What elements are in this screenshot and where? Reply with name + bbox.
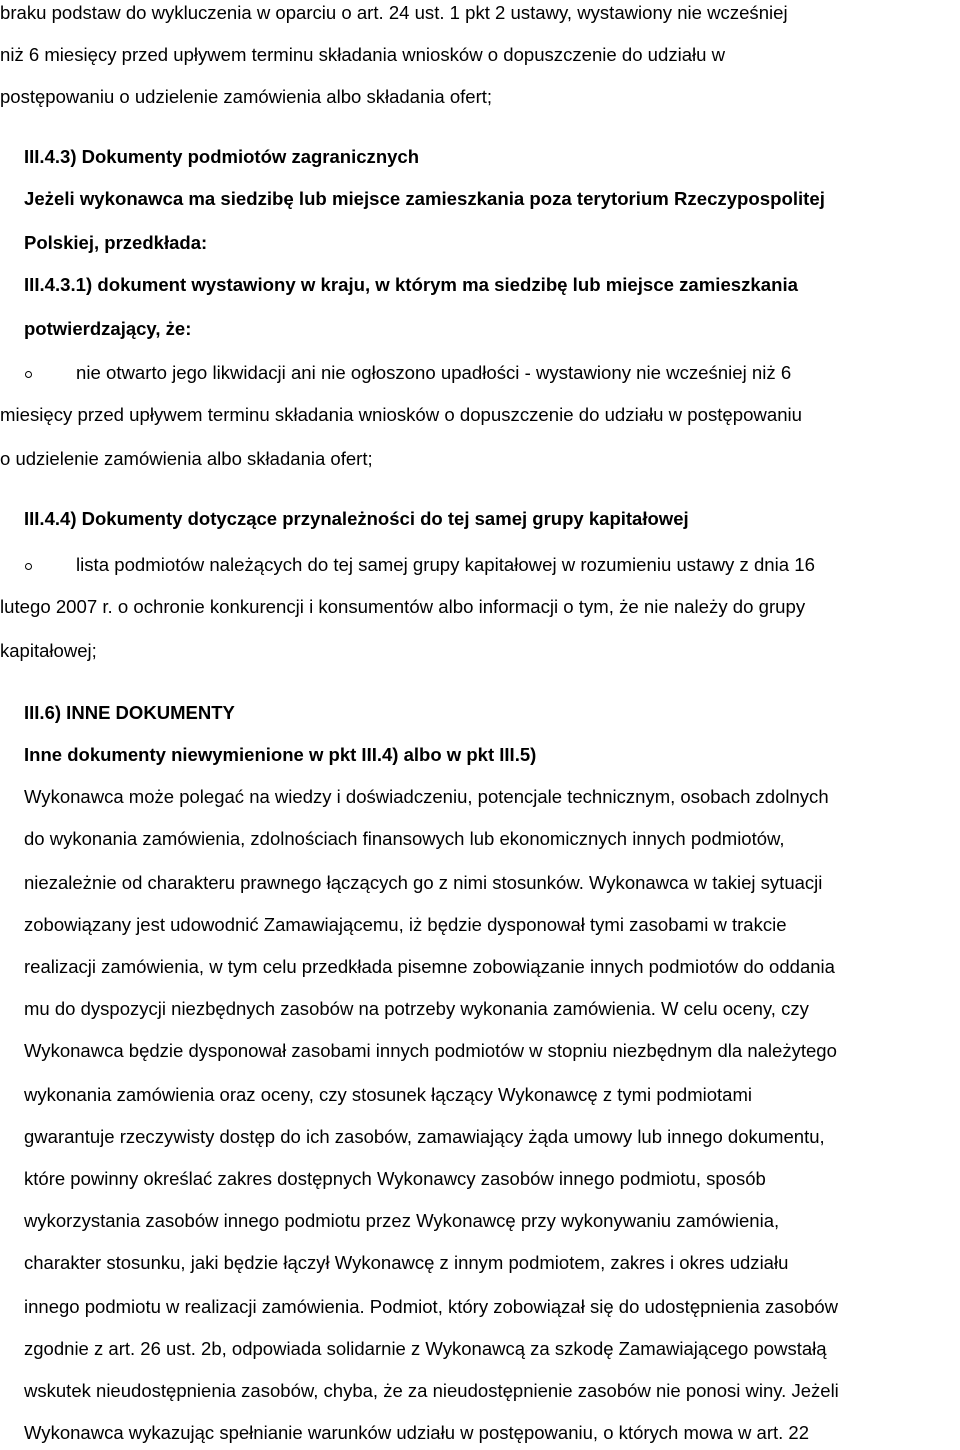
paragraph-line: III.4.3.1) dokument wystawiony w kraju, w którym ma siedzibę lub miejsce zamieszkania <box>24 274 798 295</box>
list-item-continuation: kapitałowej; <box>0 640 97 661</box>
paragraph-line: Polskiej, przedkłada: <box>24 232 208 253</box>
paragraph-line: zgodnie z art. 26 ust. 2b, odpowiada solidarnie z Wykonawcą za szkodę Zamawiającego powstałą <box>24 1338 827 1359</box>
paragraph-line: potwierdzający, że: <box>24 318 192 339</box>
paragraph-line: postępowaniu o udzielenie zamówienia albo składania ofert; <box>0 86 493 107</box>
paragraph-line: realizacji zamówienia, w tym celu przedkłada pisemne zobowiązanie innych podmiotów do oddania <box>24 956 835 977</box>
bullet-icon <box>25 563 32 570</box>
section-heading: III.4.4) Dokumenty dotyczące przynależności do tej samej grupy kapitałowej <box>24 508 689 529</box>
paragraph-line: innego podmiotu w realizacji zamówienia. Podmiot, który zobowiązał się do udostępnienia zasobów <box>24 1296 839 1317</box>
section-heading: III.4.3) Dokumenty podmiotów zagranicznych <box>24 146 420 167</box>
paragraph-line: wykorzystania zasobów innego podmiotu przez Wykonawcę przy wykonywaniu zamówienia, <box>24 1210 780 1231</box>
paragraph-line: Wykonawca będzie dysponował zasobami innych podmiotów w stopniu niezbędnym dla należytego <box>24 1040 837 1061</box>
list-item: lista podmiotów należących do tej samej grupy kapitałowej w rozumieniu ustawy z dnia 16 <box>76 554 815 575</box>
paragraph-line: które powinny określać zakres dostępnych Wykonawcy zasobów innego podmiotu, sposób <box>24 1168 766 1189</box>
list-item: nie otwarto jego likwidacji ani nie ogłoszono upadłości - wystawiony nie wcześniej niż 6 <box>76 362 792 383</box>
list-item-continuation: o udzielenie zamówienia albo składania ofert; <box>0 448 373 469</box>
paragraph-line: wskutek nieudostępnienia zasobów, chyba, że za nieudostępnienie zasobów nie ponosi winy. Jeżeli <box>24 1380 839 1401</box>
paragraph-line: charakter stosunku, jaki będzie łączył Wykonawcę z innym podmiotem, zakres i okres udziału <box>24 1252 789 1273</box>
section-heading: III.6) INNE DOKUMENTY <box>24 702 235 723</box>
paragraph-line: gwarantuje rzeczywisty dostęp do ich zasobów, zamawiający żąda umowy lub innego dokumentu, <box>24 1126 825 1147</box>
paragraph-line: Wykonawca może polegać na wiedzy i doświadczeniu, potencjale technicznym, osobach zdolnych <box>24 786 829 807</box>
section-subheading: Inne dokumenty niewymienione w pkt III.4) albo w pkt III.5) <box>24 744 537 765</box>
list-item-continuation: lutego 2007 r. o ochronie konkurencji i konsumentów albo informacji o tym, że nie należy do grupy <box>0 596 806 617</box>
paragraph-line: braku podstaw do wykluczenia w oparciu o art. 24 ust. 1 pkt 2 ustawy, wystawiony nie wcześniej <box>0 2 788 23</box>
paragraph-line: zobowiązany jest udowodnić Zamawiającemu, iż będzie dysponował tymi zasobami w trakcie <box>24 914 787 935</box>
paragraph-line: niezależnie od charakteru prawnego łączących go z nimi stosunków. Wykonawca w takiej sytuacji <box>24 872 823 893</box>
paragraph-line: Jeżeli wykonawca ma siedzibę lub miejsce zamieszkania poza terytorium Rzeczypospolitej <box>24 188 825 209</box>
paragraph-line: niż 6 miesięcy przed upływem terminu składania wniosków o dopuszczenie do udziału w <box>0 44 726 65</box>
paragraph-line: Wykonawca wykazując spełnianie warunków udziału w postępowaniu, o których mowa w art. 22 <box>24 1422 810 1443</box>
paragraph-line: wykonania zamówienia oraz oceny, czy stosunek łączący Wykonawcę z tymi podmiotami <box>24 1084 753 1105</box>
list-item-continuation: miesięcy przed upływem terminu składania wniosków o dopuszczenie do udziału w postępowaniu <box>0 404 803 425</box>
bullet-icon <box>25 371 32 378</box>
paragraph-line: mu do dyspozycji niezbędnych zasobów na potrzeby wykonania zamówienia. W celu oceny, czy <box>24 998 809 1019</box>
paragraph-line: do wykonania zamówienia, zdolnościach finansowych lub ekonomicznych innych podmiotów, <box>24 828 785 849</box>
